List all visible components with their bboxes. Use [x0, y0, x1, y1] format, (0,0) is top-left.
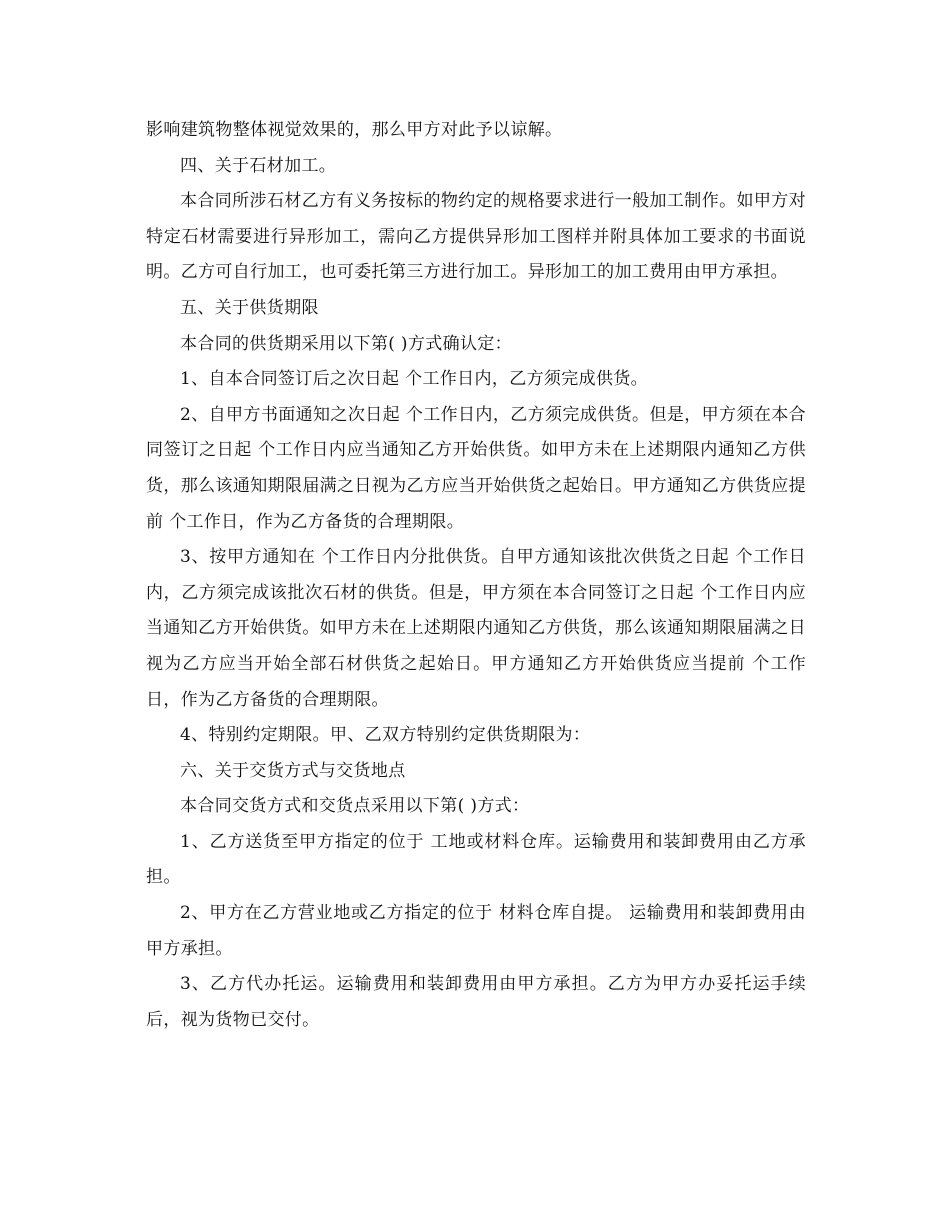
- paragraph-continuation: 影响建筑物整体视觉效果的，那么甲方对此予以谅解。: [146, 120, 563, 140]
- supply-option-2: 2、自甲方书面通知之次日起 个工作日内，乙方须完成供货。但是，甲方须在本合同签订之日起 个工作日内应当通知乙方开始供货。如甲方未在上述期限内通知乙方供货，那么该通知期限届满之日视为乙方应当开始供货之起始日。甲方通知乙方供货应提前 个工作日，作为乙方备货的合理期限。: [146, 404, 806, 532]
- section-heading-delivery: 六、关于交货方式与交货地点: [180, 760, 406, 781]
- supply-option-1: 1、自本合同签订后之次日起 个工作日内，乙方须完成供货。: [180, 369, 649, 390]
- supply-option-3: 3、按甲方通知在 个工作日内分批供货。自甲方通知该批次供货之日起 个工作日内，乙方须完成该批次石材的供货。但是，甲方须在本合同签订之日起 个工作日内应当通知乙方开始供货。如甲方未在上述期限内通知乙方供货，那么该通知期限届满之日视为乙方应当开始全部石材供货之起始日。甲方通知乙方开始供货应当提前 个工作日，作为乙方备货的合理期限。: [146, 547, 806, 710]
- paragraph-processing-terms: 本合同所涉石材乙方有义务按标的物约定的规格要求进行一般加工制作。如甲方对特定石材需要进行异形加工，需向乙方提供异形加工图样并附具体加工要求的书面说明。乙方可自行加工，也可委托第三方进行加工。异形加工的加工费用由甲方承担。: [146, 191, 806, 283]
- section-heading-stone-processing: 四、关于石材加工。: [180, 155, 337, 176]
- supply-option-4: 4、特别约定期限。甲、乙双方特别约定供货期限为：: [180, 725, 591, 746]
- paragraph-delivery-intro: 本合同交货方式和交货点采用以下第( )方式：: [180, 796, 530, 817]
- document-body: [146, 113, 806, 1038]
- paragraph-supply-period-intro: 本合同的供货期采用以下第( )方式确认定：: [180, 333, 513, 354]
- section-heading-supply-period: 五、关于供货期限: [180, 297, 319, 318]
- delivery-option-2: 2、甲方在乙方营业地或乙方指定的位于 材料仓库自提。 运输费用和装卸费用由甲方承担。: [146, 903, 806, 959]
- delivery-option-3: 3、乙方代办托运。运输费用和装卸费用由甲方承担。乙方为甲方办妥托运手续后，视为货物已交付。: [146, 974, 806, 1030]
- delivery-option-1: 1、乙方送货至甲方指定的位于 工地或材料仓库。运输费用和装卸费用由乙方承担。: [146, 831, 806, 888]
